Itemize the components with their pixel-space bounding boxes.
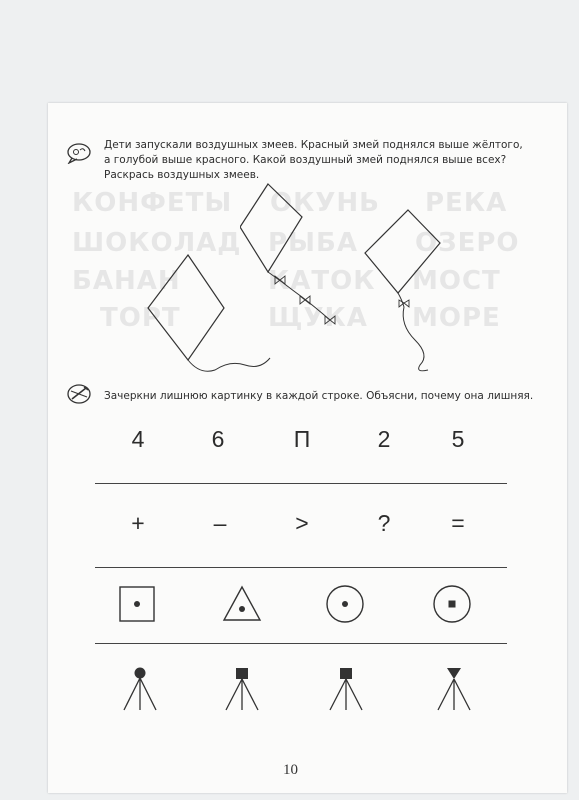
row2-item[interactable]: –: [213, 510, 227, 536]
row2-item[interactable]: +: [131, 510, 145, 536]
page-number: 10: [283, 762, 298, 778]
bleed-through-words: МОСТ: [412, 266, 501, 296]
row1-item[interactable]: 2: [377, 426, 391, 452]
task1-line: Дети запускали воздушных змеев. Красный змей поднялся выше жёлтого,: [104, 139, 523, 151]
row1-item[interactable]: 6: [211, 426, 225, 452]
row-divider: [95, 643, 507, 644]
task1-line: Раскрась воздушных змеев.: [104, 169, 260, 181]
row-numbers: [118, 426, 488, 466]
task2-instruction: Зачеркни лишнюю картинку в каждой строке. Объясни, почему она лишняя.: [104, 390, 534, 402]
kite-right: [360, 205, 460, 380]
bleed-through-words: ШОКОЛАД: [72, 228, 242, 258]
bleed-through-words: КАТОК: [268, 266, 376, 296]
row-divider: [95, 483, 507, 484]
speech-bubble-icon: [66, 142, 92, 164]
bleed-through-words: ОЗЕРО: [415, 228, 520, 258]
square-with-dot-icon[interactable]: [118, 585, 156, 623]
row2-item[interactable]: >: [295, 510, 309, 536]
bleed-through-words: ТОРТ: [100, 303, 181, 333]
kite-middle: [240, 172, 360, 342]
task1-line: а голубой выше красного. Какой воздушный змей поднялся выше всех?: [104, 154, 507, 166]
triangle-with-dot-icon[interactable]: [222, 585, 262, 623]
tripod-with-square-icon[interactable]: [220, 662, 264, 712]
bleed-through-words: МОРЕ: [412, 303, 501, 333]
row1-item[interactable]: П: [293, 426, 311, 452]
row1-item[interactable]: 4: [131, 426, 145, 452]
row-symbols: [118, 510, 488, 550]
row2-item[interactable]: =: [451, 510, 465, 536]
bleed-through-words: РЕКА: [425, 188, 508, 218]
bleed-through-words: ЩУКА: [268, 303, 368, 333]
tripod-with-circle-icon[interactable]: [118, 662, 162, 712]
row1-item[interactable]: 5: [451, 426, 465, 452]
bleed-through-words: ОКУНЬ: [270, 188, 380, 218]
crossing-pencil-icon: [66, 383, 92, 405]
tripod-with-square-icon[interactable]: [324, 662, 368, 712]
row2-item[interactable]: ?: [377, 510, 391, 536]
bleed-through-words: РЫБА: [268, 228, 358, 258]
tripod-with-triangle-icon[interactable]: [432, 662, 476, 712]
row-divider: [95, 567, 507, 568]
bleed-through-words: БАНАН: [72, 266, 181, 296]
bleed-through-words: КОНФЕТЫ: [72, 188, 233, 218]
circle-with-dot-icon[interactable]: [325, 584, 365, 624]
circle-with-square-icon[interactable]: [432, 584, 472, 624]
